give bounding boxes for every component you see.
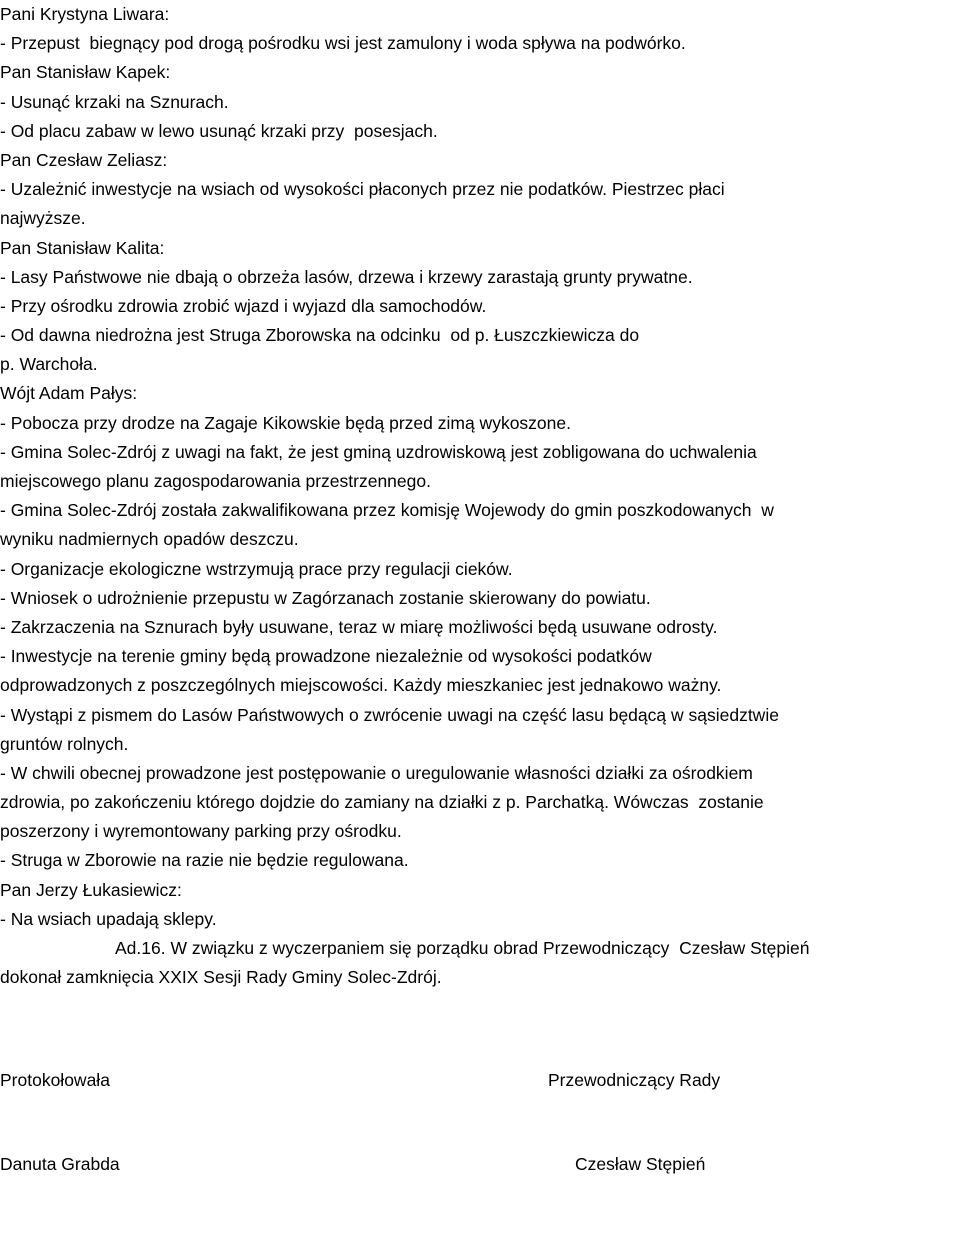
text-line: p. Warchoła.	[0, 354, 98, 375]
text-line: - Wniosek o udrożnienie przepustu w Zagórzanach zostanie skierowany do powiatu.	[0, 587, 651, 608]
text-line: miejscowego planu zagospodarowania przestrzennego.	[0, 471, 431, 491]
recorder-name: Danuta Grabda	[0, 1154, 120, 1174]
text-line: - Pobocza przy drodze na Zagaje Kikowskie będą przed zimą wykoszone.	[0, 412, 571, 433]
signature-right	[548, 1010, 720, 1234]
text-line: - W chwili obecnej prowadzone jest postępowanie o uregulowanie własności działki za ośrodkiem	[0, 762, 753, 783]
speaker-heading: Pan Jerzy Łukasiewicz:	[0, 879, 182, 900]
text-line: - Zakrzaczenia na Sznurach były usuwane, teraz w miarę możliwości będą usuwane odrosty.	[0, 616, 718, 637]
text-line: - Inwestycje na terenie gminy będą prowadzone niezależnie od wysokości podatków	[0, 646, 652, 667]
text-line: - Przepust biegnący pod drogą pośrodku wsi jest zamulony i woda spływa na podwórko.	[0, 33, 686, 54]
speaker-heading: Pani Krystyna Liwara:	[0, 4, 170, 24]
text-line: najwyższe.	[0, 208, 86, 229]
text-line: - Organizacje ekologiczne wstrzymują prace przy regulacji cieków.	[0, 558, 513, 579]
text-line: - Od dawna niedrożna jest Struga Zborowska na odcinku od p. Łuszczkiewicza do	[0, 325, 640, 346]
text-line: - Od placu zabaw w lewo usunąć krzaki przy posesjach.	[0, 120, 438, 141]
text-line: - Usunąć krzaki na Sznurach.	[0, 91, 229, 112]
text-line: wyniku nadmiernych opadów deszczu.	[0, 529, 299, 550]
speaker-heading: Pan Stanisław Kapek:	[0, 62, 171, 83]
text-line: - Uzależnić inwestycje na wsiach od wysokości płaconych przez nie podatków. Piestrzec płaci	[0, 179, 725, 200]
signature-block	[0, 1010, 960, 1174]
text-line: odprowadzonych z poszczególnych miejscowości. Każdy mieszkaniec jest jednakowo ważny.	[0, 675, 722, 696]
closing-line-1: Ad.16. W związku z wyczerpaniem się porządku obrad Przewodniczący Czesław Stępień	[115, 938, 810, 958]
closing-line-2: dokonał zamknięcia XXIX Sesji Rady Gminy Solec-Zdrój.	[0, 967, 442, 988]
signature-left	[0, 1010, 120, 1234]
chairman-role: Przewodniczący Rady	[548, 1070, 721, 1090]
text-line: zdrowia, po zakończeniu którego dojdzie do zamiany na działki z p. Parchatką. Wówczas zostanie	[0, 792, 764, 813]
text-line: - Gmina Solec-Zdrój z uwagi na fakt, że jest gminą uzdrowiskową jest zobligowana do uchwalenia	[0, 441, 757, 462]
chairman-name: Czesław Stępień	[575, 1154, 706, 1174]
text-line: - Wystąpi z pismem do Lasów Państwowych o zwrócenie uwagi na część lasu będącą w sąsiedztwie	[0, 704, 779, 725]
speaker-heading: Pan Czesław Zeliasz:	[0, 149, 168, 170]
text-line: - Lasy Państwowe nie dbają o obrzeża lasów, drzewa i krzewy zarastają grunty prywatne.	[0, 266, 693, 287]
text-line: - Przy ośrodku zdrowia zrobić wjazd i wyjazd dla samochodów.	[0, 295, 487, 316]
recorder-role: Protokołowała	[0, 1070, 110, 1090]
text-line: gruntów rolnych.	[0, 733, 129, 754]
speaker-heading: Pan Stanisław Kalita:	[0, 237, 165, 258]
text-line: - Struga w Zborowie na razie nie będzie regulowana.	[0, 850, 409, 871]
text-line: - Gmina Solec-Zdrój została zakwalifikowana przez komisję Wojewody do gmin poszkodowanych w	[0, 500, 774, 521]
text-line: - Na wsiach upadają sklepy.	[0, 908, 217, 929]
speaker-heading: Wójt Adam Pałys:	[0, 383, 138, 404]
text-line: poszerzony i wyremontowany parking przy ośrodku.	[0, 821, 402, 842]
